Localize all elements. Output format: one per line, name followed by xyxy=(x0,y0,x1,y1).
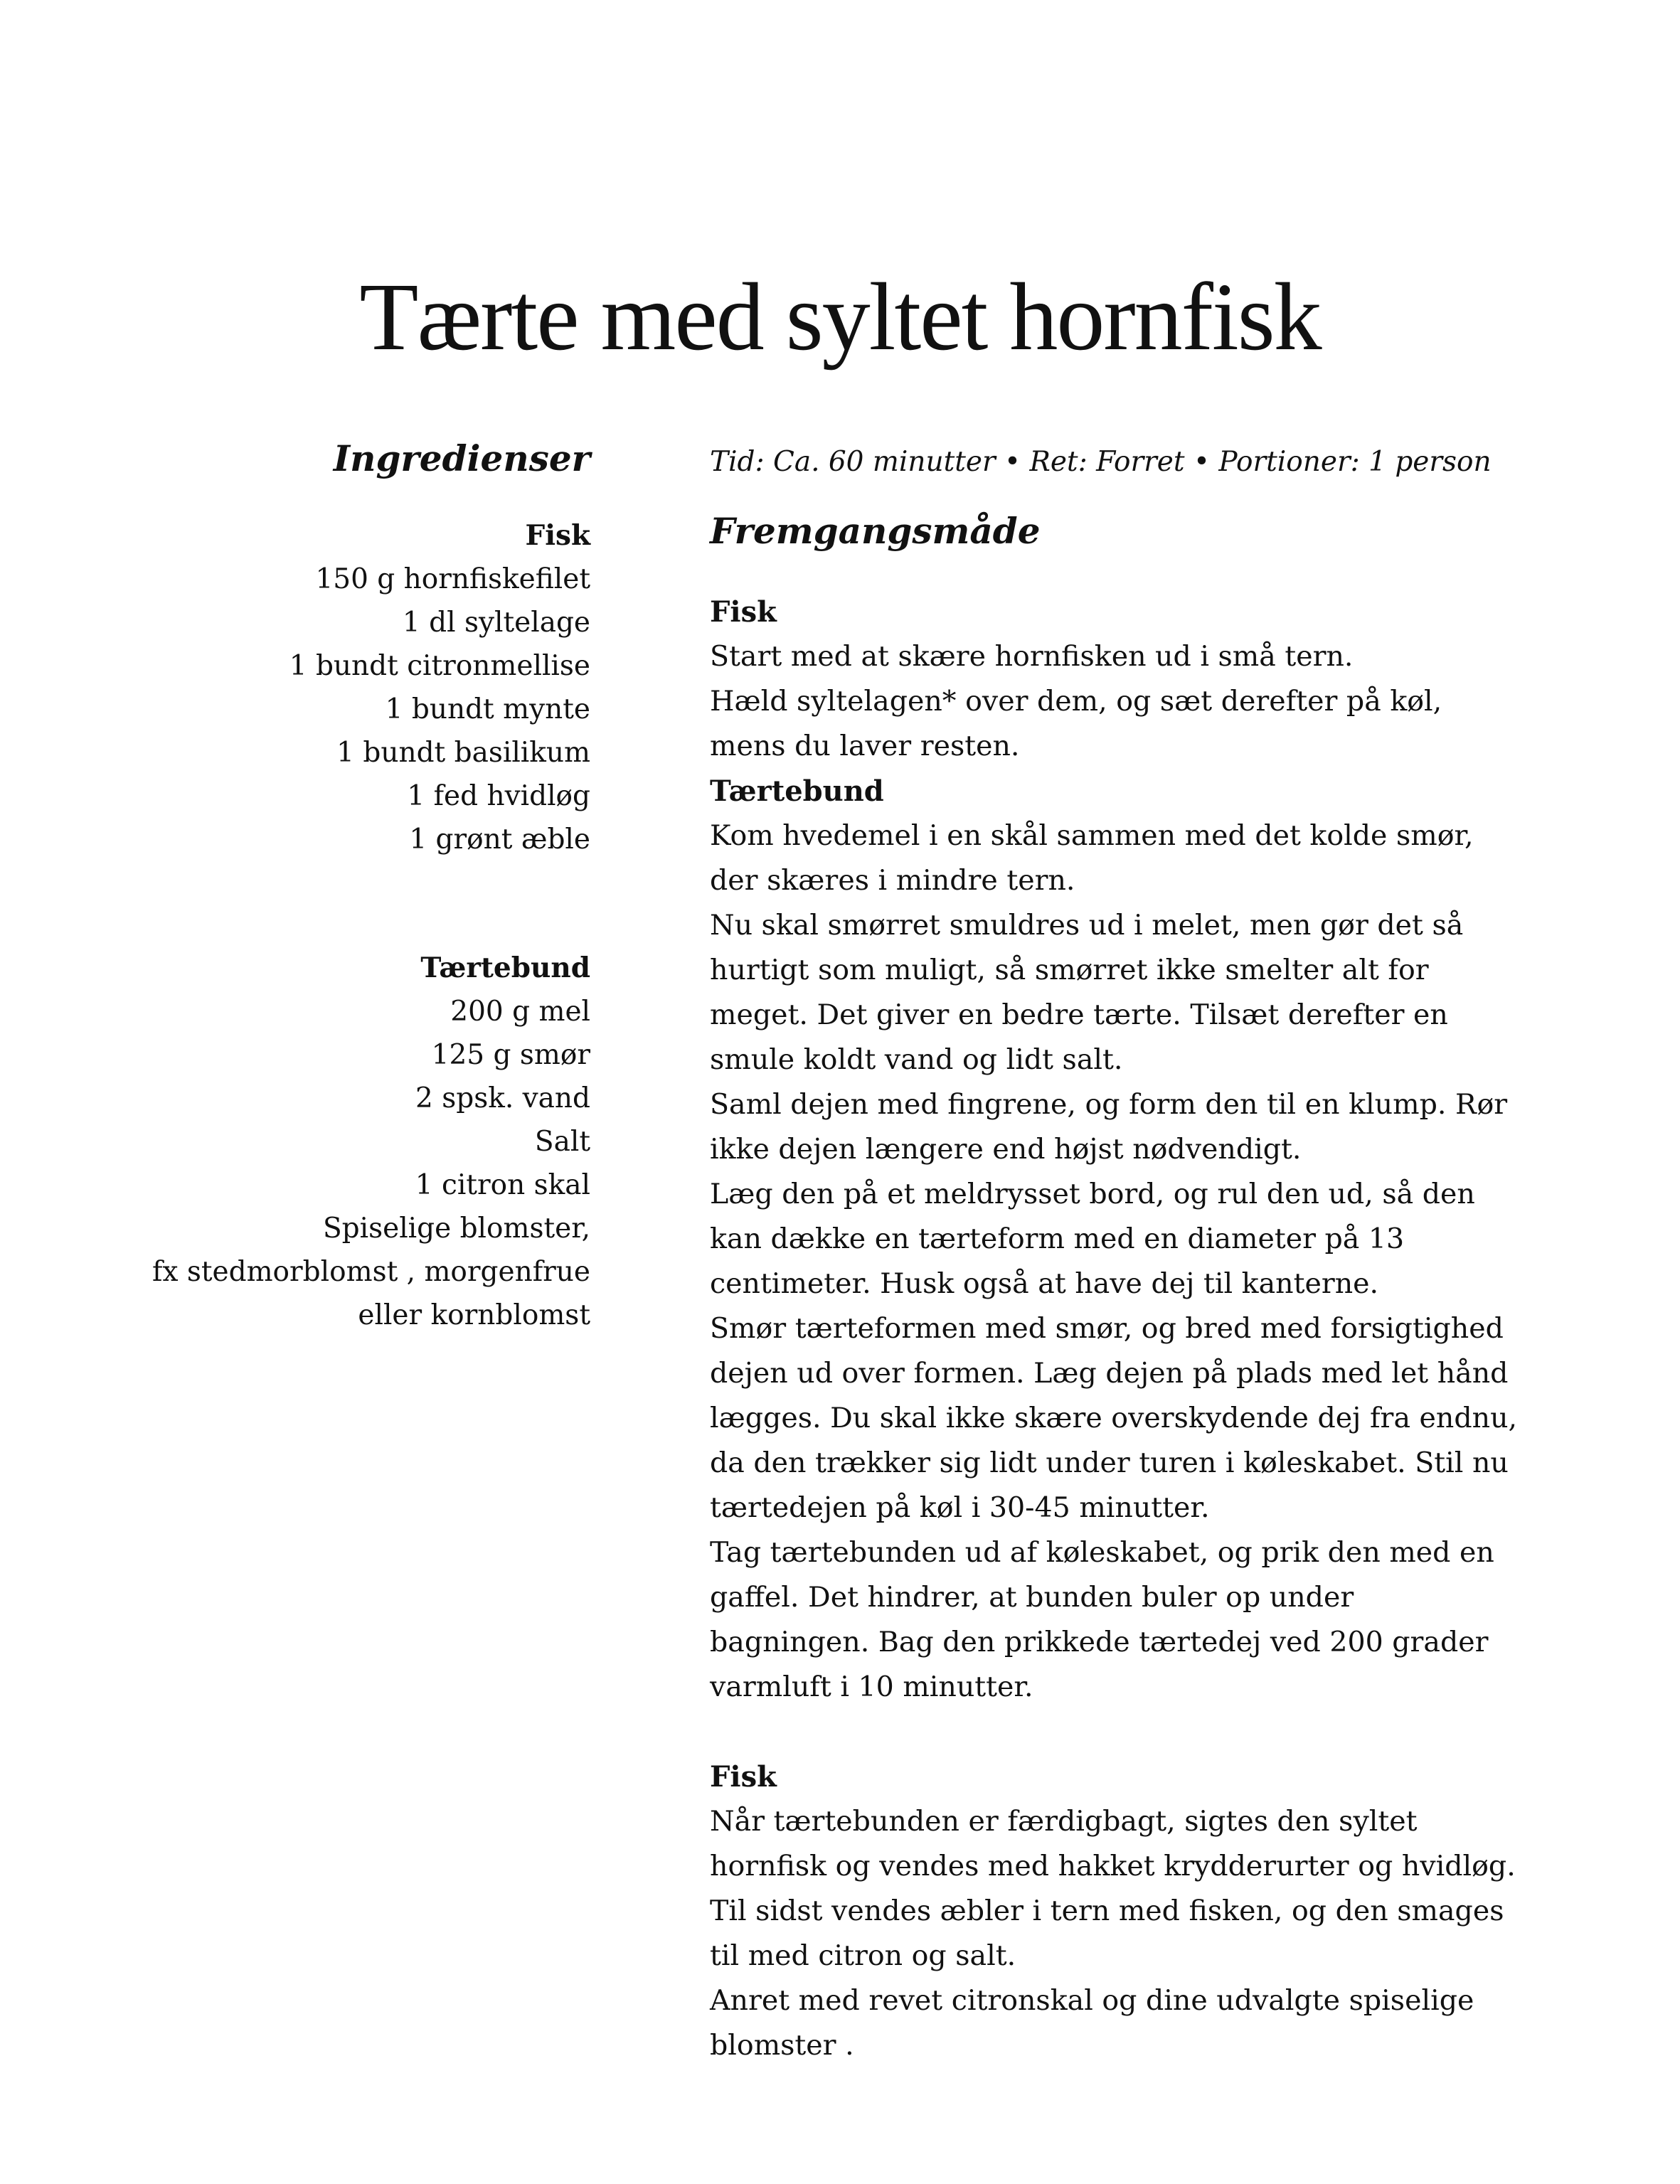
method-heading: Fremgangsmåde xyxy=(710,510,1041,552)
ingredient-item: 1 bundt basilikum xyxy=(336,737,590,769)
ingredient-item: fx stedmorblomst , morgenfrue xyxy=(152,1256,590,1288)
method-section-heading: Tærtebund xyxy=(710,774,884,808)
method-paragraph: Start med at skære hornfisken ud i små tern. xyxy=(710,640,1354,673)
recipe-title: Tærte med syltet hornfisk xyxy=(359,264,1321,371)
method-paragraph: Smør tærteformen med smør, og bred med forsigtighed dejen ud over formen. Læg dejen på plads med let hånd lægges. Du skal ikke skære overskydende dej fra endnu, da den trækker sig lidt under turen i køleskabet. Stil nu tærtedejen på køl i 30-45 minutter. xyxy=(710,1312,1518,1524)
method-section xyxy=(710,1754,1521,2068)
method-paragraph: Anret med revet citronskal og dine udvalgte spiselige blomster . xyxy=(710,1984,1474,2062)
method-paragraph: Læg den på et meldrysset bord, og rul den ud, så den kan dække en tærteform med en diameter på 13 centimeter. Husk også at have dej til kanterne. xyxy=(710,1178,1475,1300)
method-section-heading: Fisk xyxy=(710,595,777,629)
ingredient-group-heading: Tærtebund xyxy=(420,952,590,984)
ingredient-item: Spiselige blomster, xyxy=(322,1213,590,1245)
method-section xyxy=(710,590,1521,769)
method-paragraph: Tag tærtebunden ud af køleskabet, og prik den med en gaffel. Det hindrer, at bunden buler op under bagningen. Bag den prikkede tærtedej ved 200 grader varmluft i 10 minutter. xyxy=(710,1536,1494,1703)
ingredient-group-heading: Fisk xyxy=(525,519,590,552)
method-paragraph: Når tærtebunden er færdigbagt, sigtes den syltet hornfisk og vendes med hakket krydderurter og hvidløg. Til sidst vendes æbler i tern med fisken, og den smages til med citron og salt. xyxy=(710,1805,1516,1972)
ingredient-item: Salt xyxy=(534,1126,590,1158)
method-paragraph: Nu skal smørret smuldres ud i melet, men gør det så hurtigt som muligt, så smørret ikke smelter alt for meget. Det giver en bedre tærte. Tilsæt derefter en smule koldt vand og lidt salt. xyxy=(710,909,1464,1076)
ingredient-item: 1 citron skal xyxy=(415,1169,590,1201)
method-column xyxy=(710,440,1521,2068)
group-spacer xyxy=(71,861,590,947)
ingredient-item: 1 bundt mynte xyxy=(385,693,590,725)
ingredient-group-fisk xyxy=(71,514,590,861)
method-section-heading: Fisk xyxy=(710,1760,777,1794)
ingredient-item: 150 g hornfiskefilet xyxy=(315,563,590,595)
recipe-meta: Tid: Ca. 60 minutter • Ret: Forret • Portioner: 1 person xyxy=(710,446,1492,478)
method-paragraph: Hæld syltelagen* over dem, og sæt derefter på køl, mens du laver resten. xyxy=(710,685,1442,762)
method-paragraph: Kom hvedemel i en skål sammen med det kolde smør, der skæres i mindre tern. xyxy=(710,819,1474,897)
ingredients-heading: Ingredienser xyxy=(333,437,590,479)
method-section xyxy=(710,769,1521,1710)
ingredient-item: 1 grønt æble xyxy=(409,824,590,856)
ingredients-column xyxy=(71,437,590,1337)
method-paragraph: Saml dejen med fingrene, og form den til en klump. Rør ikke dejen længere end højst nødvendigt. xyxy=(710,1088,1508,1166)
ingredient-item: 1 fed hvidløg xyxy=(407,780,590,812)
ingredient-item: 2 spsk. vand xyxy=(415,1082,590,1114)
ingredient-item: eller kornblomst xyxy=(358,1299,590,1331)
ingredient-group-taertebund xyxy=(71,947,590,1337)
ingredient-item: 200 g mel xyxy=(450,996,590,1028)
ingredient-item: 1 bundt citronmellise xyxy=(289,650,590,682)
ingredient-item: 125 g smør xyxy=(431,1039,590,1071)
ingredient-item: 1 dl syltelage xyxy=(402,607,590,639)
